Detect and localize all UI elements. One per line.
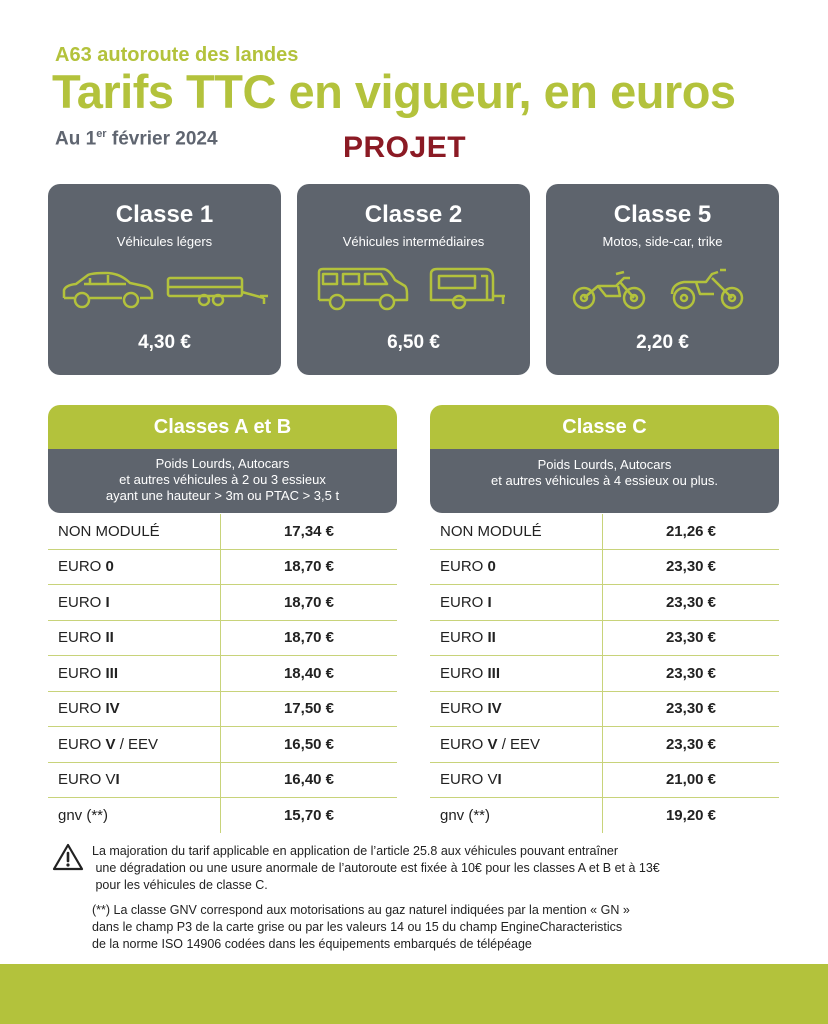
table-row: EURO V / EEV 23,30 €	[430, 727, 779, 763]
row-value: 15,70 €	[283, 806, 335, 824]
table-row: EURO V / EEV 16,50 €	[48, 727, 397, 763]
date-sup: er	[96, 128, 107, 140]
footer-band	[0, 964, 828, 1024]
row-value: 17,34 €	[221, 514, 398, 549]
table-row: EURO III 18,40 €	[48, 656, 397, 692]
card-price: 2,20 €	[636, 332, 689, 353]
card-name: Classe 5	[613, 201, 712, 228]
table-row: EURO II 23,30 €	[430, 620, 779, 656]
table-row: EURO 0 18,70 €	[48, 549, 397, 585]
card-classe-5	[546, 184, 779, 375]
row-value: 18,70 €	[221, 620, 398, 656]
panel-desc-ab	[48, 449, 397, 513]
car-icon	[60, 270, 156, 310]
row-value: 16,40 €	[221, 762, 398, 798]
table-row: EURO I 18,70 €	[48, 585, 397, 621]
row-value: 21,00 €	[603, 762, 780, 798]
row-value: 18,40 €	[221, 656, 398, 692]
card-classe-2	[297, 184, 530, 375]
trike-icon	[666, 266, 750, 312]
desc-line: Poids Lourds, Autocars	[537, 457, 672, 472]
row-value: 19,20 €	[665, 806, 717, 824]
date-line	[55, 128, 218, 150]
table-row: gnv (**) 15,70 €	[48, 798, 397, 833]
row-value: 16,50 €	[221, 727, 398, 763]
table-row: EURO II 18,70 €	[48, 620, 397, 656]
row-value: 17,50 €	[221, 691, 398, 727]
tariff-table-c	[430, 514, 779, 833]
tariff-table-ab	[48, 514, 397, 833]
row-value: 23,30 €	[603, 549, 780, 585]
motorcycle-icon	[570, 268, 650, 312]
table-row: EURO III 23,30 €	[430, 656, 779, 692]
van-icon	[315, 266, 411, 312]
page-title: Tarifs TTC en vigueur, en euros	[52, 65, 736, 118]
card-desc: Véhicules intermédiaires	[342, 234, 485, 249]
note-line: de la norme ISO 14906 codées dans les équipements embarqués de télépéage	[92, 937, 532, 951]
desc-line: et autres véhicules à 4 essieux ou plus.	[491, 473, 718, 488]
note-line: pour les véhicules de classe C.	[92, 878, 268, 892]
date-suffix: février 2024	[106, 128, 218, 150]
row-value: 18,70 €	[221, 585, 398, 621]
row-value: 18,70 €	[221, 549, 398, 585]
panel-desc-c	[430, 449, 779, 513]
table-row: EURO IV 23,30 €	[430, 691, 779, 727]
card-name: Classe 1	[115, 201, 214, 228]
row-value: 23,30 €	[603, 620, 780, 656]
card-name: Classe 2	[364, 201, 463, 228]
note-line: (**) La classe GNV correspond aux motorisations au gaz naturel indiquées par la mention « GN »	[92, 903, 630, 917]
note-line: dans le champ P3 de la carte grise ou par les valeurs 14 ou 15 du champ EngineCharacteristics	[92, 920, 623, 934]
note-line: La majoration du tarif applicable en application de l’article 25.8 aux véhicules pouvant entraîner	[92, 844, 619, 858]
majoration-note	[92, 843, 772, 894]
table-row: EURO VI 16,40 €	[48, 762, 397, 798]
card-price: 6,50 €	[387, 332, 440, 353]
trailer-icon	[164, 274, 272, 308]
row-value: 23,30 €	[603, 691, 780, 727]
desc-line: Poids Lourds, Autocars	[155, 456, 290, 471]
card-classe-1	[48, 184, 281, 375]
desc-line: et autres véhicules à 2 ou 3 essieux	[119, 472, 326, 487]
panel-head-c: Classe C	[430, 405, 779, 449]
table-row: EURO 0 23,30 €	[430, 549, 779, 585]
caravan-icon	[425, 266, 511, 312]
warning-icon	[52, 843, 84, 871]
table-row: EURO VI 21,00 €	[430, 762, 779, 798]
row-value: 21,26 €	[603, 514, 780, 549]
note-line: une dégradation ou une usure anormale de l’autoroute est fixée à 10€ pour les classes A et B et à 13€	[92, 861, 660, 875]
date-prefix: Au 1	[55, 128, 97, 150]
gnv-note	[92, 902, 772, 953]
card-price: 4,30 €	[138, 332, 191, 353]
row-value: 23,30 €	[603, 585, 780, 621]
panel-head-ab: Classes A et B	[48, 405, 397, 449]
row-value: 23,30 €	[603, 727, 780, 763]
table-row: EURO I 23,30 €	[430, 585, 779, 621]
table-row: EURO IV 17,50 €	[48, 691, 397, 727]
desc-line: ayant une hauteur > 3m ou PTAC > 3,5 t	[105, 488, 340, 503]
card-desc: Motos, side-car, trike	[602, 234, 723, 249]
table-row: gnv (**) 19,20 €	[430, 798, 779, 833]
table-row: NON MODULÉ 21,26 €	[430, 514, 779, 549]
card-desc: Véhicules légers	[116, 234, 213, 249]
projet-stamp: PROJET	[343, 131, 467, 164]
table-row: NON MODULÉ 17,34 €	[48, 514, 397, 549]
header-subtitle: A63 autoroute des landes	[55, 44, 299, 66]
row-value: 23,30 €	[603, 656, 780, 692]
